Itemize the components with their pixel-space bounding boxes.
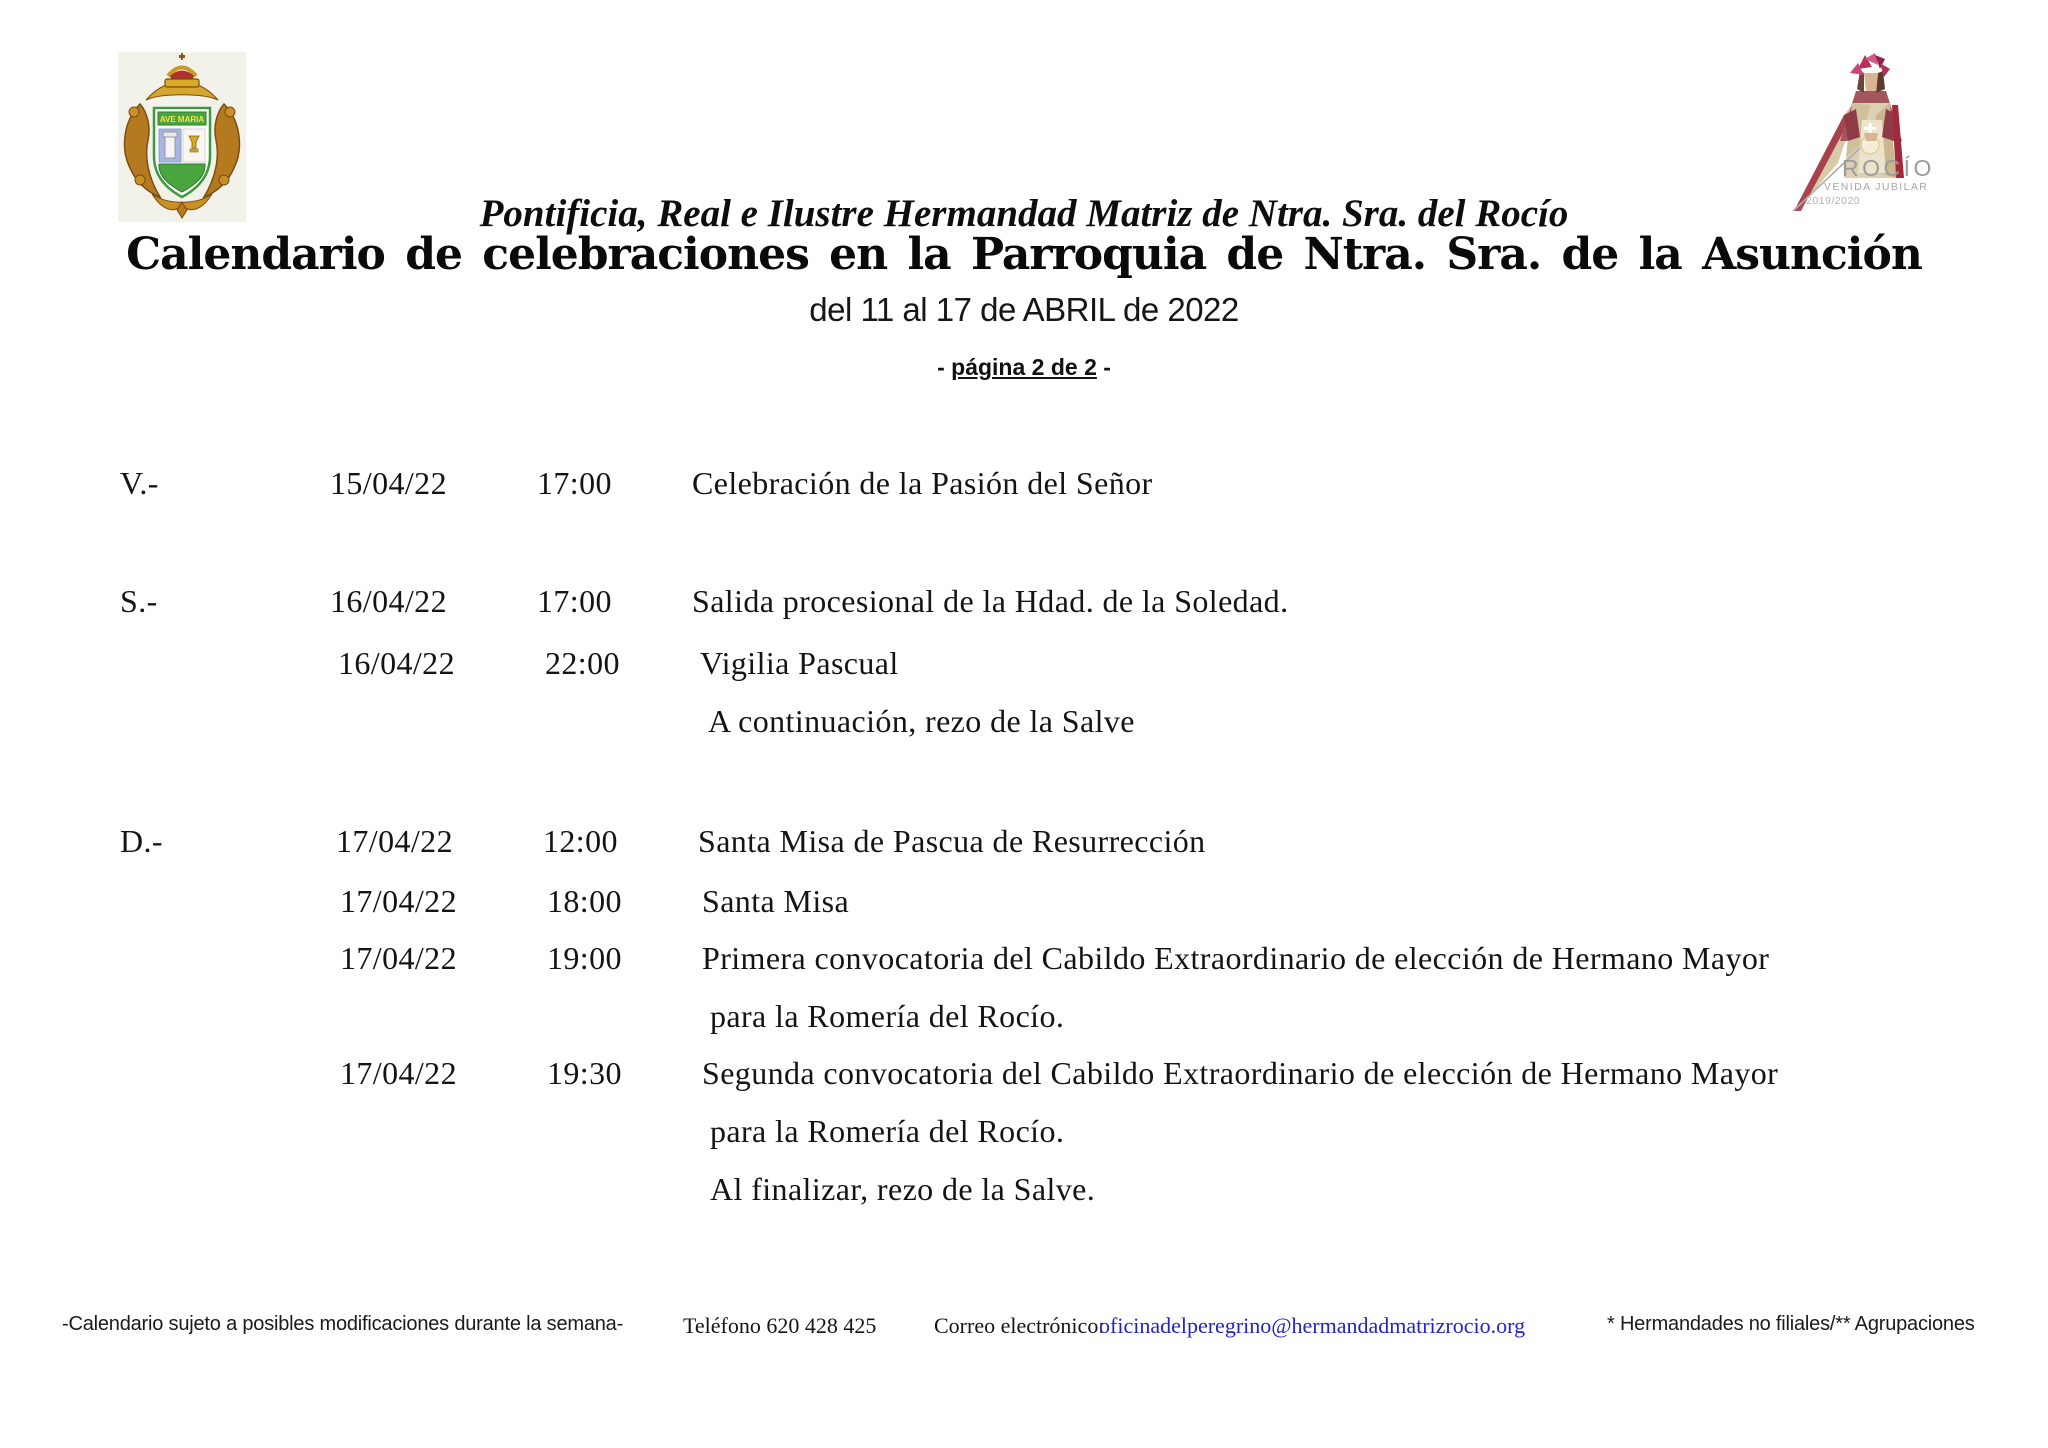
footer-email-label: Correo electrónico: [934, 1313, 1105, 1338]
page-indicator [0, 354, 2048, 381]
schedule-desc-cell: Celebración de la Pasión del Señor [692, 465, 1153, 501]
rocio-subtitle: VENIDA JUBILAR [1824, 181, 1929, 193]
schedule-row [0, 883, 2048, 923]
schedule-row [0, 703, 2048, 743]
schedule-date-cell: 17/04/22 [340, 940, 457, 976]
schedule-desc-cell: Segunda convocatoria del Cabildo Extraordinario de elección de Hermano Mayor [702, 1055, 1779, 1091]
page-indicator-suffix: - [1096, 354, 1111, 380]
footer-phone: Teléfono 620 428 425 [683, 1313, 877, 1338]
week-range-subtitle: del 11 al 17 de ABRIL de 2022 [809, 291, 1239, 328]
schedule-date-cell: 17/04/22 [336, 823, 453, 859]
schedule-time-cell: 17:00 [537, 583, 612, 619]
schedule-row [0, 465, 2048, 505]
page-title: Calendario de celebraciones en la Parroquia de Ntra. Sra. de la Asunción [126, 229, 1922, 280]
crest-banner-text: AVE MARIA [159, 115, 205, 124]
schedule-desc-cell: A continuación, rezo de la Salve [708, 703, 1135, 739]
schedule-desc-cell: Al finalizar, rezo de la Salve. [710, 1171, 1096, 1207]
schedule-row [0, 1171, 2048, 1211]
schedule-time-cell: 17:00 [537, 465, 612, 501]
organization-title: Pontificia, Real e Ilustre Hermandad Matriz de Ntra. Sra. del Rocío [479, 192, 1569, 235]
schedule-date-cell: 15/04/22 [330, 465, 447, 501]
schedule-desc-cell: Salida procesional de la Hdad. de la Soledad. [692, 583, 1289, 619]
schedule-row [0, 583, 2048, 623]
schedule-row [0, 645, 2048, 685]
schedule-desc-cell: Primera convocatoria del Cabildo Extraordinario de elección de Hermano Mayor [702, 940, 1770, 976]
schedule-time-cell: 18:00 [547, 883, 622, 919]
footer-disclaimer: -Calendario sujeto a posibles modificaciones durante la semana- [62, 1313, 624, 1335]
page-indicator-prefix: - [937, 354, 952, 380]
schedule-day-cell: D.- [120, 823, 163, 859]
rocio-wordmark: ROCÍO [1842, 155, 1935, 181]
email-link[interactable]: oficinadelperegrino@hermandadmatrizrocio.org [1099, 1313, 1526, 1338]
footer [0, 1313, 2048, 1353]
schedule-time-cell: 19:00 [547, 940, 622, 976]
footer-legend: * Hermandades no filiales/** Agrupaciones [1607, 1313, 1975, 1335]
schedule-time-cell: 22:00 [545, 645, 620, 681]
schedule-date-cell: 17/04/22 [340, 1055, 457, 1091]
schedule-row [0, 998, 2048, 1038]
schedule-desc-cell: Vigilia Pascual [700, 645, 899, 681]
schedule-time-cell: 19:30 [547, 1055, 622, 1091]
schedule-time-cell: 12:00 [543, 823, 618, 859]
schedule-date-cell: 17/04/22 [340, 883, 457, 919]
schedule-row [0, 823, 2048, 863]
schedule-desc-cell: para la Romería del Rocío. [710, 998, 1065, 1034]
page-indicator-label: página 2 de 2 [951, 354, 1097, 380]
schedule-date-cell: 16/04/22 [330, 583, 447, 619]
schedule-row [0, 1113, 2048, 1153]
rocio-years: 2019/2020 [1806, 195, 1861, 207]
schedule-date-cell: 16/04/22 [338, 645, 455, 681]
schedule-day-cell: S.- [120, 583, 158, 619]
schedule-desc-cell: Santa Misa de Pascua de Resurrección [698, 823, 1206, 859]
schedule-row [0, 1055, 2048, 1095]
schedule-desc-cell: Santa Misa [702, 883, 850, 919]
schedule-desc-cell: para la Romería del Rocío. [710, 1113, 1065, 1149]
schedule-day-cell: V.- [120, 465, 159, 501]
schedule-row [0, 940, 2048, 980]
